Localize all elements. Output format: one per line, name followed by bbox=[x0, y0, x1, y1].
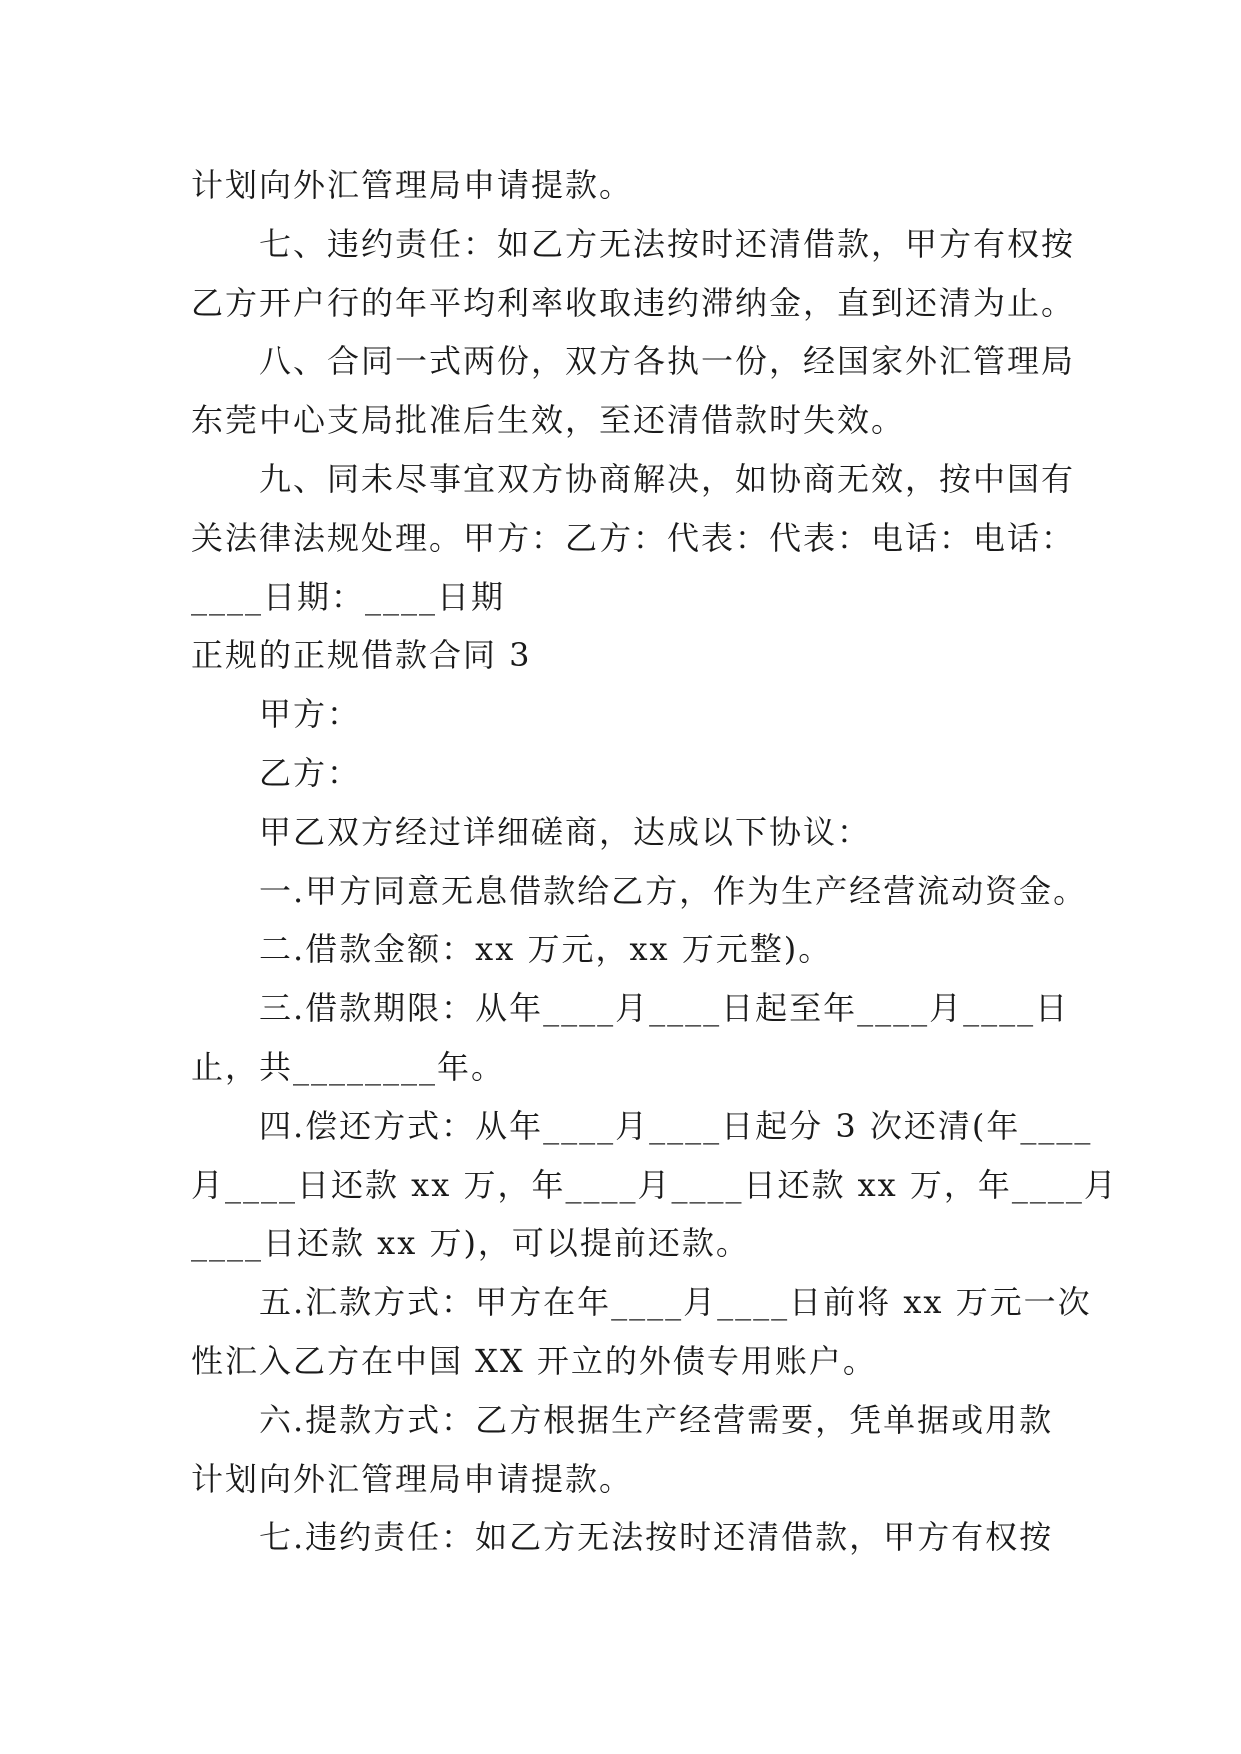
clause-1: 一.甲方同意无息借款给乙方，作为生产经营流动资金。 bbox=[259, 871, 1088, 910]
section-title: 正规的正规借款合同 3 bbox=[191, 636, 532, 675]
clause-6-start: 六.提款方式：乙方根据生产经营需要，凭单据或用款 bbox=[259, 1400, 1054, 1439]
clause-3-start: 三.借款期限：从年____月____日起至年____月____日 bbox=[259, 989, 1070, 1028]
party-b-label: 乙方： bbox=[259, 753, 362, 792]
signature-line: 关法律法规处理。甲方：乙方：代表：代表：电话：电话： bbox=[191, 518, 1076, 557]
body-line: 乙方开户行的年平均利率收取违约滞纳金，直到还清为止。 bbox=[191, 283, 1076, 322]
document-body bbox=[191, 156, 1118, 1567]
date-line: ____日期：____日期 bbox=[191, 577, 506, 616]
clause-5-start: 五.汇款方式：甲方在年____月____日前将 xx 万元一次 bbox=[259, 1283, 1092, 1322]
body-line: ____日还款 xx 万)，可以提前还款。 bbox=[191, 1224, 750, 1263]
body-line: 性汇入乙方在中国 XX 开立的外债专用账户。 bbox=[191, 1341, 877, 1380]
body-line: 月____日还款 xx 万，年____月____日还款 xx 万，年____月 bbox=[191, 1165, 1118, 1204]
body-line: 东莞中心支局批准后生效，至还清借款时失效。 bbox=[191, 401, 906, 440]
clause-4-start: 四.偿还方式：从年____月____日起分 3 次还清(年____ bbox=[259, 1106, 1093, 1145]
clause-8-start: 八、合同一式两份，双方各执一份，经国家外汇管理局 bbox=[259, 342, 1076, 381]
body-line: 计划向外汇管理局申请提款。 bbox=[191, 1459, 634, 1498]
clause-7-start: 七.违约责任：如乙方无法按时还清借款，甲方有权按 bbox=[259, 1518, 1054, 1557]
agreement-intro: 甲乙双方经过详细磋商，达成以下协议： bbox=[259, 812, 872, 851]
clause-9-start: 九、同未尽事宜双方协商解决，如协商无效，按中国有 bbox=[259, 459, 1076, 498]
party-a-label: 甲方： bbox=[259, 695, 362, 734]
body-line: 计划向外汇管理局申请提款。 bbox=[191, 166, 634, 204]
body-line: 止，共________年。 bbox=[191, 1047, 506, 1086]
clause-2: 二.借款金额：xx 万元，xx 万元整)。 bbox=[259, 930, 833, 969]
clause-7-start: 七、违约责任：如乙方无法按时还清借款，甲方有权按 bbox=[259, 224, 1076, 263]
